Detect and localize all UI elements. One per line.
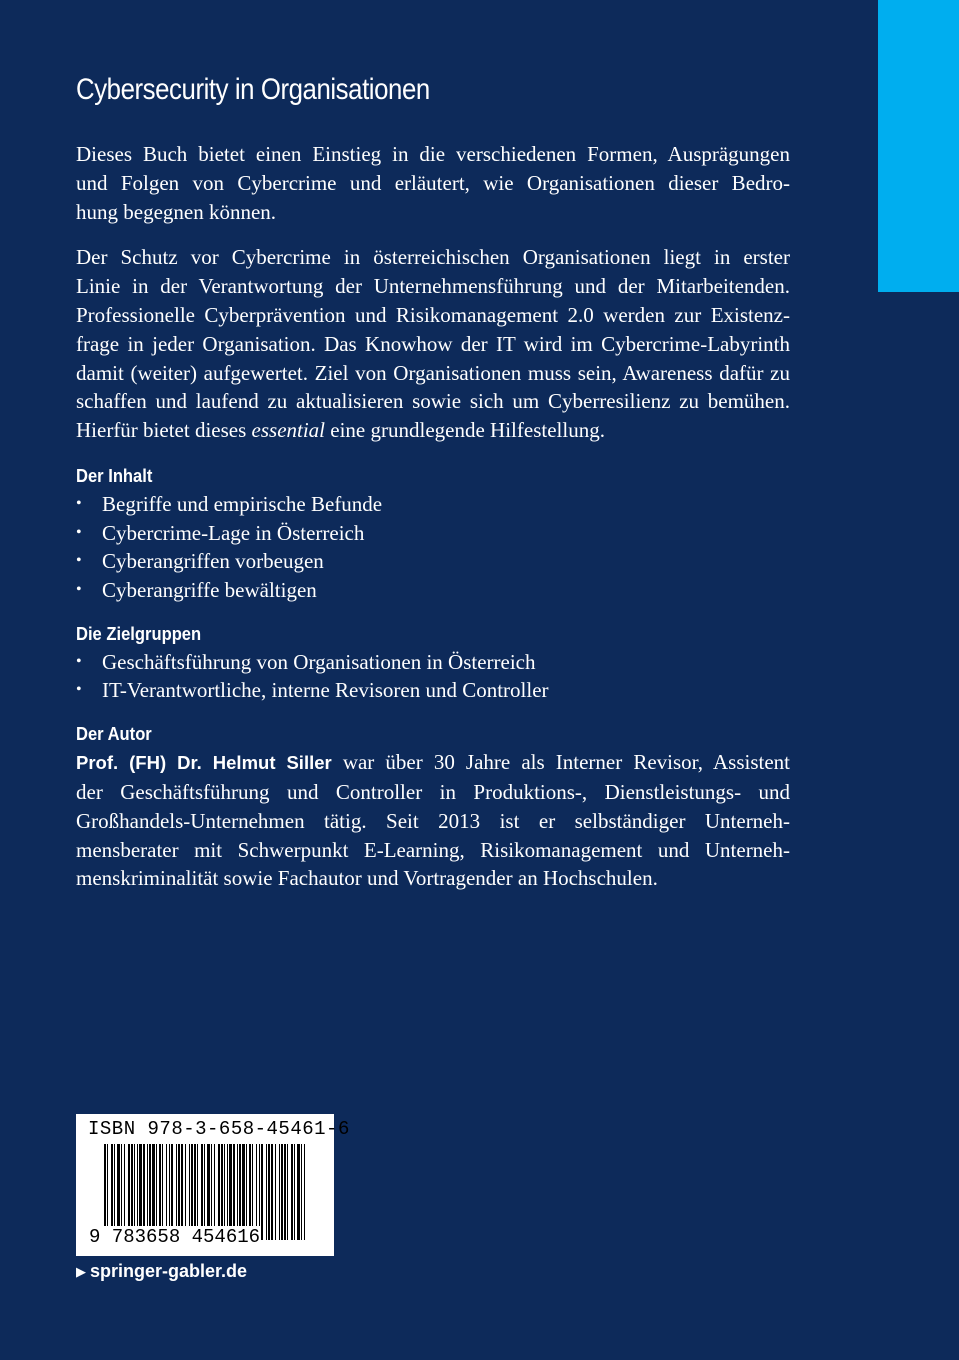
accent-bar — [878, 0, 959, 292]
list-item — [76, 490, 790, 519]
list-item-text: Cyberangriffe bewältigen — [102, 578, 317, 603]
intro-line: Dieses Buch bietet einen Einstieg in die verschiedenen Formen, Ausprägungen — [76, 142, 790, 166]
author-paragraph — [76, 748, 790, 893]
zielgruppen-list — [76, 648, 790, 705]
barcode-bar — [281, 1144, 283, 1240]
list-item — [76, 576, 790, 605]
list-item-text: Begriffe und empirische Befunde — [102, 491, 383, 516]
bullet-icon: • — [76, 523, 82, 541]
text-run: war über 30 Jahre als Interner Revisor, Assistent — [331, 750, 790, 775]
triangle-right-icon: ▶ — [76, 1263, 86, 1279]
barcode-bar — [261, 1144, 263, 1240]
barcode-digits — [88, 1226, 261, 1248]
inhalt-list — [76, 490, 790, 605]
author-line: mensberater mit Schwerpunkt E-Learning, Risikomanagement und Unterneh- — [76, 837, 790, 862]
text-run: eine grundlegende Hilfestellung. — [325, 418, 605, 443]
barcode-bar — [297, 1144, 300, 1240]
description-line: damit (weiter) aufgewertet. Ziel von Organisationen muss sein, Awareness dafür zu — [76, 360, 790, 385]
barcode-bar — [294, 1144, 295, 1240]
zielgruppen-heading: Die Zielgruppen — [76, 623, 202, 644]
bullet-icon: • — [76, 652, 82, 670]
description-paragraph — [76, 243, 790, 445]
description-line: frage in jeder Organisation. Das Knowhow der IT wird im Cybercrime-Labyrinth — [76, 331, 790, 356]
barcode-bar — [268, 1144, 270, 1240]
list-item-text: Cyberangriffen vorbeugen — [102, 549, 324, 574]
list-item — [76, 648, 790, 677]
barcode-bar — [271, 1144, 273, 1240]
list-item-text: Cybercrime-Lage in Österreich — [102, 520, 365, 545]
barcode-bar — [266, 1144, 267, 1240]
essential-italic: essential — [251, 418, 326, 443]
description-line: schaffen und laufend zu aktualisieren sowie sich um Cyberresilienz zu bemühen. — [76, 389, 790, 414]
author-line: menskriminalität sowie Fachautor und Vortragender an Hochschulen. — [76, 866, 658, 891]
description-last-line — [76, 416, 790, 445]
author-name: Prof. (FH) Dr. Helmut Siller — [76, 752, 332, 774]
bullet-icon: • — [76, 581, 82, 599]
barcode-bar — [304, 1144, 305, 1240]
list-item — [76, 676, 790, 705]
barcode-bar — [301, 1144, 302, 1240]
list-item-text: Geschäftsführung von Organisationen in Österreich — [102, 649, 536, 674]
author-first-line — [76, 748, 790, 778]
description-line: Der Schutz vor Cybercrime in österreichischen Organisationen liegt in erster — [76, 245, 790, 270]
barcode-bar — [279, 1144, 280, 1240]
barcode-bar — [284, 1144, 286, 1240]
barcode-bar — [287, 1144, 288, 1240]
bullet-icon: • — [76, 681, 82, 699]
list-item — [76, 547, 790, 576]
intro-line: hung begegnen können. — [76, 199, 277, 224]
description-line: Professionelle Cyberprävention und Risikomanagement 2.0 werden zur Existenz- — [76, 302, 790, 327]
barcode-bar — [291, 1144, 293, 1240]
bullet-icon: • — [76, 552, 82, 570]
description-line: Linie in der Verantwortung der Unternehmensführung und der Mitarbeitenden. — [76, 274, 790, 299]
author-line: Großhandels-Unternehmen tätig. Seit 2013 ist er selbständiger Unterneh- — [76, 808, 790, 833]
list-item — [76, 519, 790, 548]
author-line: der Geschäftsführung und Controller in Produktions-, Dienstleistungs- und — [76, 779, 790, 804]
list-item-text: IT-Verantwortliche, interne Revisoren und Controller — [102, 678, 549, 703]
bullet-icon: • — [76, 494, 82, 512]
barcode-bar — [275, 1144, 276, 1240]
isbn-barcode — [76, 1114, 350, 1256]
intro-paragraph — [76, 140, 790, 226]
isbn-label: ISBN 978-3-658-45461-6 — [88, 1118, 350, 1140]
publisher-url: springer-gabler.de — [90, 1261, 248, 1281]
book-title: Cybersecurity in Organisationen — [76, 73, 430, 106]
inhalt-heading: Der Inhalt — [76, 465, 153, 486]
barcode-digits-text: 9 783658 454616 — [89, 1226, 261, 1248]
intro-line: und Folgen von Cybercrime und erläutert, wie Organisationen dieser Bedro- — [76, 170, 790, 195]
publisher-link[interactable] — [76, 1261, 247, 1282]
autor-heading: Der Autor — [76, 724, 152, 745]
text-run: Hierfür bietet dieses — [76, 418, 252, 443]
back-cover-text — [76, 70, 790, 910]
